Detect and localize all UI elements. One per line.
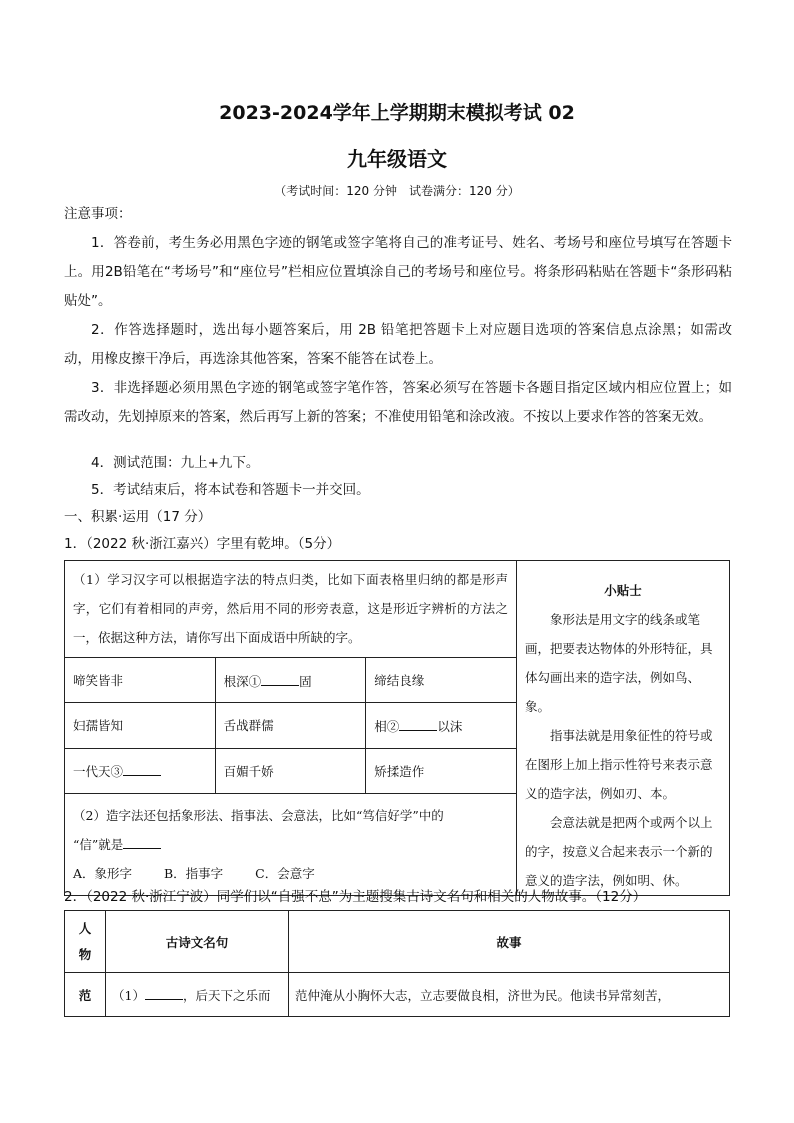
idiom-cell: 缔结良缘	[366, 657, 517, 702]
notice-item-2: 2．作答选择题时，选出每小题答案后，用 2B 铅笔把答题卡上对应题目选项的答案信息点涂黑；如需改动，用橡皮擦干净后，再选涂其他答案，答案不能答在试卷上。	[64, 322, 732, 367]
tips-ideographic: 会意法就是把两个或两个以上的字，按意义合起来表示一个新的意义的造字法，例如明、休。	[525, 815, 713, 888]
exam-title: 2023-2024学年上学期期末模拟考试 02	[219, 102, 575, 124]
idiom-cell-blank-3[interactable]: 一代天③	[65, 748, 216, 793]
tips-pictographic: 象形法是用文字的线条或笔画，把要表达物体的外形特征，具体勾画出来的造字法，例如鸟、象。	[525, 612, 713, 714]
header-story: 故事	[289, 911, 730, 973]
idiom-cell-blank-2[interactable]: 相② 以沫	[366, 703, 517, 748]
q1-part2-answer-line[interactable]: “信”就是	[73, 830, 508, 859]
option-b[interactable]: B．指事字	[164, 865, 224, 881]
question-1-stem: 1．（2022 秋·浙江嘉兴）字里有乾坤。（5分）	[64, 536, 341, 552]
notice-item-3: 3．非选择题必须用黑色字迹的钢笔或签字笔作答，答案必须写在答题卡各题目指定区域内相应位置上；如需改动，先划掉原来的答案，然后再写上新的答案；不准使用铅笔和涂改液。不按以上要求作答的答案无效。	[64, 380, 732, 425]
exam-info: （考试时间：120 分钟 试卷满分：120 分）	[274, 184, 520, 198]
section-heading: 一、积累·运用（17 分）	[64, 509, 212, 525]
person-cell: 范	[65, 973, 106, 1017]
question-2-table	[64, 910, 730, 1017]
q1-part2-text: （2）造字法还包括象形法、指事法、会意法，比如“笃信好学”中的	[73, 807, 444, 823]
notice-heading: 注意事项：	[64, 206, 132, 222]
notice-item-5: 5．考试结束后，将本试卷和答题卡一并交回。	[91, 482, 370, 498]
question-1-table	[64, 560, 730, 896]
notice-item-1: 1．答卷前，考生务必用黑色字迹的钢笔或签字笔将自己的准考证号、姓名、考场号和座位号填写在答题卡上。用2B铅笔在“考场号”和“座位号”栏相应位置填涂自己的考场号和座位号。将条形码粘贴在答题卡“条形码粘贴处”。	[64, 235, 732, 309]
question-2-stem: 2．（2022 秋·浙江宁波）同学们以“自强不息”为主题搜集古诗文名句和相关的人物故事。（12分）	[64, 889, 647, 905]
tips-indicative: 指事法就是用象征性的符号或在图形上加上指示性符号来表示意义的造字法，例如刃、本。	[525, 728, 713, 801]
tips-box	[517, 561, 730, 896]
idiom-cell-blank-1[interactable]: 根深① 固	[215, 657, 366, 702]
q1-part2	[65, 793, 517, 895]
idiom-cell: 舌战群儒	[215, 703, 366, 748]
header-person: 人物	[65, 911, 106, 973]
idiom-cell: 百媚千娇	[215, 748, 366, 793]
idiom-cell: 矫揉造作	[366, 748, 517, 793]
option-a[interactable]: A．象形字	[73, 865, 133, 881]
option-c[interactable]: C．会意字	[255, 865, 315, 881]
notice-item-4: 4．测试范围：九上+九下。	[91, 455, 260, 471]
q1-part1-text: （1）学习汉字可以根据造字法的特点归类，比如下面表格里归纳的都是形声字，它们有着相同的声旁，然后用不同的形旁表意，这是形近字辨析的方法之一，依据这种方法，请你写出下面成语中所缺的字。	[65, 561, 517, 658]
idiom-cell: 啼笑皆非	[65, 657, 216, 702]
idiom-cell: 妇孺皆知	[65, 703, 216, 748]
header-quote: 古诗文名句	[106, 911, 289, 973]
story-cell: 范仲淹从小胸怀大志，立志要做良相，济世为民。他读书异常刻苦，	[289, 973, 730, 1017]
quote-cell[interactable]: （1） ，后天下之乐而	[106, 973, 289, 1017]
tips-title: 小贴士	[604, 583, 642, 598]
subject-title: 九年级语文	[347, 147, 447, 171]
